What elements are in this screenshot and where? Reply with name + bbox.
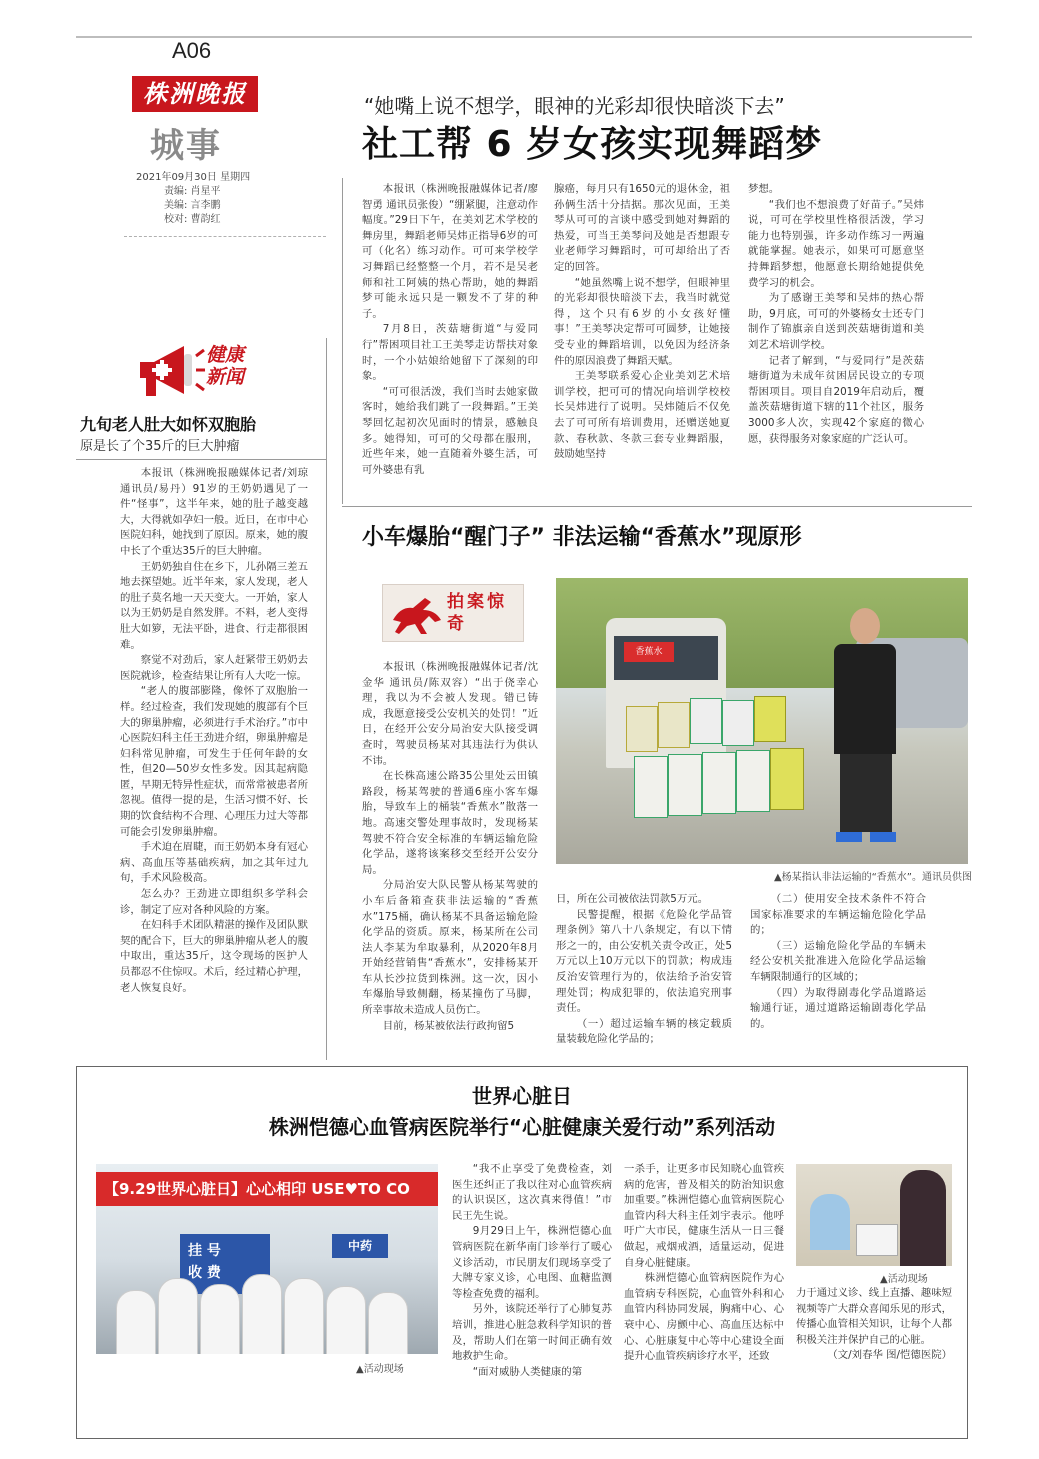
police-col2-p1: 日，所在公司被依法罚款5万元。 bbox=[556, 893, 709, 905]
lead-kicker: “她嘴上说不想学，眼神的光彩却很快暗淡下去” bbox=[364, 94, 785, 118]
proof-credit: 校对: 曹韵红 bbox=[164, 214, 221, 225]
police-col3-p2: （三）运输危险化学品的车辆未经公安机关批准进入危险化学品运输车辆限制通行的区域的； bbox=[750, 939, 926, 983]
police-col-3 bbox=[750, 892, 926, 1032]
logo-text: 株洲晚报 bbox=[143, 79, 247, 108]
health-p4: “老人的腹部膨隆，像怀了双胞胎一样。经过检查，我们发现她的腹部有个巨大的卵巢肿瘤，必须进行手术治疗。”市中心医院妇科主任王劲进介绍，卵巢肿瘤是妇科常见肿瘤，可发生于任何年龄的女性，但20—50岁女性多发。因其起病隐匿，早期无特异性症状，而常常被患者所忽视。值得一提的是，生活习惯不好、长期的饮食结构不合理、心理压力过大等都可能会引发卵巢肿瘤。 bbox=[120, 685, 308, 838]
police-col3-p1: （二）使用安全技术条件不符合国家标准要求的车辆运输危险化学品的； bbox=[750, 893, 926, 937]
heart-col2-p2: 株洲恺德心血管病医院作为心血管病专科医院，心血管外科和心血管内科协同发展，胸痛中心、心衰中心、房颤中心、高血压达标中心、心脏康复中心等中心建设全面提升心血管疾病诊疗水平，还致 bbox=[624, 1272, 784, 1363]
lead-col3-p3: 为了感谢王美琴和吴炜的热心帮助，9月底，可可的外婆杨女士还专门制作了锦旗亲自送到茨菇塘街道和美刘艺术培训学校。 bbox=[748, 292, 924, 351]
medical-staff-group bbox=[106, 1268, 428, 1354]
lead-col2-p3: 王美琴联系爱心企业美刘艺术培训学校，把可可的情况向培训学校校长吴炜进行了说明。吴炜随后不仅免去了可可所有培训费用，还赠送她夏款、春秋款、冬款三套专业舞蹈服，鼓励她坚持 bbox=[554, 370, 730, 461]
heart-col2-p1: 一杀手，让更多市民知晓心血管疾病的危害，普及相关的防治知识愈加重要。”株洲恺德心血管病医院心血管内科大科主任刘宇表示。他呼吁广大市民，健康生活从一日三餐做起，戒烟戒酒，适量运动，促进自身心脏健康。 bbox=[624, 1163, 784, 1269]
heart-caption-right: ▲活动现场 bbox=[880, 1274, 928, 1285]
police-col2-p3: （一）超过运输车辆的核定载质量装载危险化学品的； bbox=[556, 1017, 732, 1046]
police-col3-p3: （四）为取得剧毒化学品道路运输通行证，通过道路运输剧毒化学品的。 bbox=[750, 986, 926, 1030]
heart-col1-p3: 另外，该院还举行了心肺复苏培训，推进心脏急救科学知识的普及，帮助人们在第一时间正确有效地救护生命。 bbox=[452, 1303, 612, 1363]
police-badge-text: 拍案惊奇 bbox=[447, 592, 507, 634]
lead-bottom-rule bbox=[342, 506, 972, 507]
health-p6: 怎么办？王劲进立即组织多学科会诊，制定了应对各种风险的方案。 bbox=[120, 888, 308, 916]
health-badge bbox=[132, 336, 282, 406]
lead-col3-p1: 梦想。 bbox=[748, 183, 780, 195]
police-col1-p1: 本报讯（株洲晚报融媒体记者/沈金华 通讯员/陈双容）“出于侥幸心理，我以为不会被人发现。错已铸成，我愿意接受公安机关的处罚！”近日，在经开公安分局治安大队接受调查时，驾驶员杨某对其违法行为供认不讳。 bbox=[362, 661, 538, 767]
lead-col-1 bbox=[362, 182, 538, 478]
health-p7: 在妇科手术团队精湛的操作及团队默契的配合下，巨大的卵巢肿瘤从老人的腹中取出，重达35斤，这令现场的医护人员都忍不住惊叹。术后，经过精心护理，老人恢复良好。 bbox=[120, 919, 308, 994]
health-p2: 王奶奶独自住在乡下，儿孙隔三差五地去探望她。近半年来，家人发现，老人的肚子莫名地一天天变大。一开始，家人以为王奶奶是自然发胖。不料，老人变得肚大如箩，无法平卧，进食、行走都很困难。 bbox=[120, 560, 308, 651]
heart-col-1 bbox=[452, 1162, 612, 1380]
horse-icon bbox=[387, 590, 447, 636]
lead-col3-p2: “我们也不想浪费了好苗子。”吴炜说，可可在学校里性格很活泼，学习能力也特别强，许多动作练习一两遍就能掌握。她表示，如果可可愿意坚持舞蹈梦想，他愿意长期给她提供免费学习的机会。 bbox=[748, 198, 924, 289]
issue-date: 2021年09月30日 星期四 bbox=[136, 172, 251, 183]
lead-col-3 bbox=[748, 182, 924, 447]
heart-title-2: 株洲恺德心血管病医院举行“心脏健康关爱行动”系列活动 bbox=[268, 1115, 776, 1139]
police-col-2 bbox=[556, 892, 732, 1048]
editor-credit: 责编: 肖星平 bbox=[164, 186, 221, 197]
exam-device bbox=[856, 1224, 898, 1256]
police-headline: 小车爆胎“醒门子” 非法运输“香蕉水”现原形 bbox=[362, 525, 802, 550]
barrels bbox=[626, 686, 814, 836]
health-p5: 手术迫在眉睫，而王奶奶本身有冠心病、高血压等基础疾病，加之其年过九旬，手术风险极高。 bbox=[120, 841, 308, 885]
police-col1-p4: 目前，杨某被依法行政拘留5 bbox=[382, 1019, 515, 1032]
health-head-rule bbox=[76, 459, 326, 460]
designer-credit: 美编: 言李鹏 bbox=[164, 200, 221, 211]
issue-info bbox=[136, 171, 250, 227]
police-photo bbox=[556, 578, 968, 864]
police-col2-p2: 民警提醒，根据《危险化学品管理条例》第八十八条规定，有以下情形之一的，由公安机关责令改正，处5万元以上10万元以下的罚款；构成违反治安管理行为的，依法给予治安管理处罚；构成犯罪的，依法追究刑事责任。 bbox=[556, 908, 732, 1015]
heart-photo-left bbox=[96, 1164, 438, 1354]
heart-col3-p1: 力于通过义诊、线上直播、趣味短视频等广大群众喜闻乐见的形式，传播心血管相关知识，让每个人都积极关注并保护自己的心脏。 bbox=[796, 1287, 952, 1346]
lead-left-rule bbox=[342, 178, 343, 504]
section-name: 城事 bbox=[150, 126, 222, 166]
doctor-figure bbox=[810, 1194, 850, 1250]
heart-col-2 bbox=[624, 1162, 784, 1365]
lead-col3-p4: 记者了解到，“与爱同行”是茨菇塘街道为未成年贫困居民设立的专项帮困项目。项目自2019年启动后，覆盖茨菇塘街道下辖的11个社区，服务3000多人次，实现42个家庭的微心愿，获得服务对象家庭的广泛认可。 bbox=[748, 354, 924, 445]
health-p3: 察觉不对劲后，家人赶紧带王奶奶去医院就诊，检查结果让所有人大吃一惊。 bbox=[120, 654, 308, 682]
health-right-rule bbox=[326, 338, 327, 1060]
masthead-logo bbox=[132, 76, 258, 112]
heart-title-1: 世界心脏日 bbox=[472, 1084, 572, 1108]
heart-col1-p2: 9月29日上午，株洲恺德心血管病医院在新华南门诊举行了暖心义诊活动，市民朋友们现场享受了大牌专家义诊，心电图、血糖监测等检查免费的福利。 bbox=[452, 1225, 612, 1300]
megaphone-icon bbox=[132, 338, 206, 402]
heart-col-3 bbox=[796, 1286, 952, 1364]
lead-col-2 bbox=[554, 182, 730, 463]
staff-figure bbox=[900, 1170, 946, 1266]
health-subhead: 原是长了个35斤的巨大肿瘤 bbox=[80, 439, 240, 454]
heart-photo-right bbox=[796, 1164, 952, 1266]
heart-col1-p1: “我不止享受了免费检查，刘医生还纠正了我以往对心血管疾病的认识误区，这次真来得值！”市民王先生说。 bbox=[452, 1163, 612, 1222]
lead-col2-p1: 腺癌，每月只有1650元的退休金，祖孙俩生活十分拮据。那次见面，王美琴从可可的言谈中感受到她对舞蹈的热爱，可当王美琴问及她是否想跟专业老师学习舞蹈时，可可却给出了否定的回答。 bbox=[554, 183, 730, 273]
health-badge-line2: 新闻 bbox=[206, 366, 245, 388]
van-sign: 香蕉水 bbox=[624, 642, 674, 662]
police-col-1 bbox=[362, 660, 538, 1034]
lead-col1-p3: “可可很活泼，我们当时去她家做客时，她给我们跳了一段舞蹈。”王美琴回忆起初次见面时的情景，感触良多。她得知，可可的父母都在服刑，近些年来，她一直随着外婆生活，可可外婆患有乳 bbox=[362, 385, 538, 476]
sign-payment: 收 费 bbox=[188, 1265, 221, 1281]
health-badge-line1: 健康 bbox=[206, 344, 245, 366]
heart-col1-p4: “面对威胁人类健康的第 bbox=[472, 1365, 583, 1378]
header-divider bbox=[124, 236, 326, 237]
health-p1: 本报讯（株洲晚报融媒体记者/刘琼 通讯员/易丹）91岁的王奶奶遇见了一件“怪事”，这半年来，她的肚子越变越大，大得就如孕妇一般。近日，在市中心医院妇科，她找到了原因。原来，她的腹中长了个重达35斤的巨大肿瘤。 bbox=[120, 467, 308, 557]
heart-col3-p2: （文/刘春华 图/恺德医院） bbox=[827, 1349, 952, 1362]
heart-banner: 【9.29世界心脏日】心心相印 USE♥TO CO bbox=[96, 1172, 438, 1206]
police-col1-p3: 分局治安大队民警从杨某驾驶的小车后备箱查获非法运输的“香蕉水”175桶，确认杨某不具备运输危险化学品的资质。原来，杨某所在公司法人李某为牟取暴利，从2020年8月开始经营销售“香蕉水”，安排杨某开车从长沙拉货到株洲。这一次，因小车爆胎导致侧翻，杨某撞伤了马脚，所幸事故未造成人员伤亡。 bbox=[362, 879, 538, 1017]
sign-registration: 挂 号 bbox=[188, 1243, 221, 1259]
health-headline: 九旬老人肚大如怀双胞胎 bbox=[80, 415, 257, 434]
lead-col2-p2: “她虽然嘴上说不想学，但眼神里的光彩却很快暗淡下去，我当时就觉得，这个只有6岁的小女孩好懂事！”王美琴决定帮可可圆梦，让她接受专业的舞蹈培训，以免因为经济条件的原因浪费了舞蹈天赋。 bbox=[554, 276, 730, 367]
police-photo-caption: ▲杨某指认非法运输的“香蕉水”。通讯员供图 bbox=[773, 872, 972, 883]
health-body bbox=[120, 466, 308, 996]
police-badge bbox=[382, 584, 524, 642]
page-number: A06 bbox=[172, 38, 212, 63]
police-col1-p2: 在长株高速公路35公里处云田镇路段，杨某驾驶的普通6座小客车爆胎，导致车上的桶装“香蕉水”散落一地。高速交警处理事故时，发现杨某驾驶不符合安全标准的车辆运输危险化学品，遂将该案移交至经开公安分局。 bbox=[362, 770, 538, 876]
man-figure bbox=[826, 608, 906, 848]
sign-pharmacy: 中药 bbox=[332, 1234, 388, 1258]
lead-col1-p1: 本报讯（株洲晚报融媒体记者/廖智勇 通讯员张俊）“绷紧腿，注意动作幅度。”29日下午，在美刘艺术学校的舞房里，舞蹈老师吴炜正指导6岁的可可（化名）练习动作。可可来学校学习舞蹈已经整整一个月，若不是吴老师和社工阿姨的热心帮助，她的舞蹈梦可能永远只是一颗发不了芽的种子。 bbox=[362, 183, 538, 320]
heart-caption-left: ▲活动现场 bbox=[356, 1364, 404, 1375]
lead-col1-p2: 7月8日，茨菇塘街道“与爱同行”帮困项目社工王美琴走访帮扶对象时，一个小姑娘给她留下了深刻的印象。 bbox=[362, 323, 538, 383]
lead-headline: 社工帮 6 岁女孩实现舞蹈梦 bbox=[362, 124, 823, 165]
